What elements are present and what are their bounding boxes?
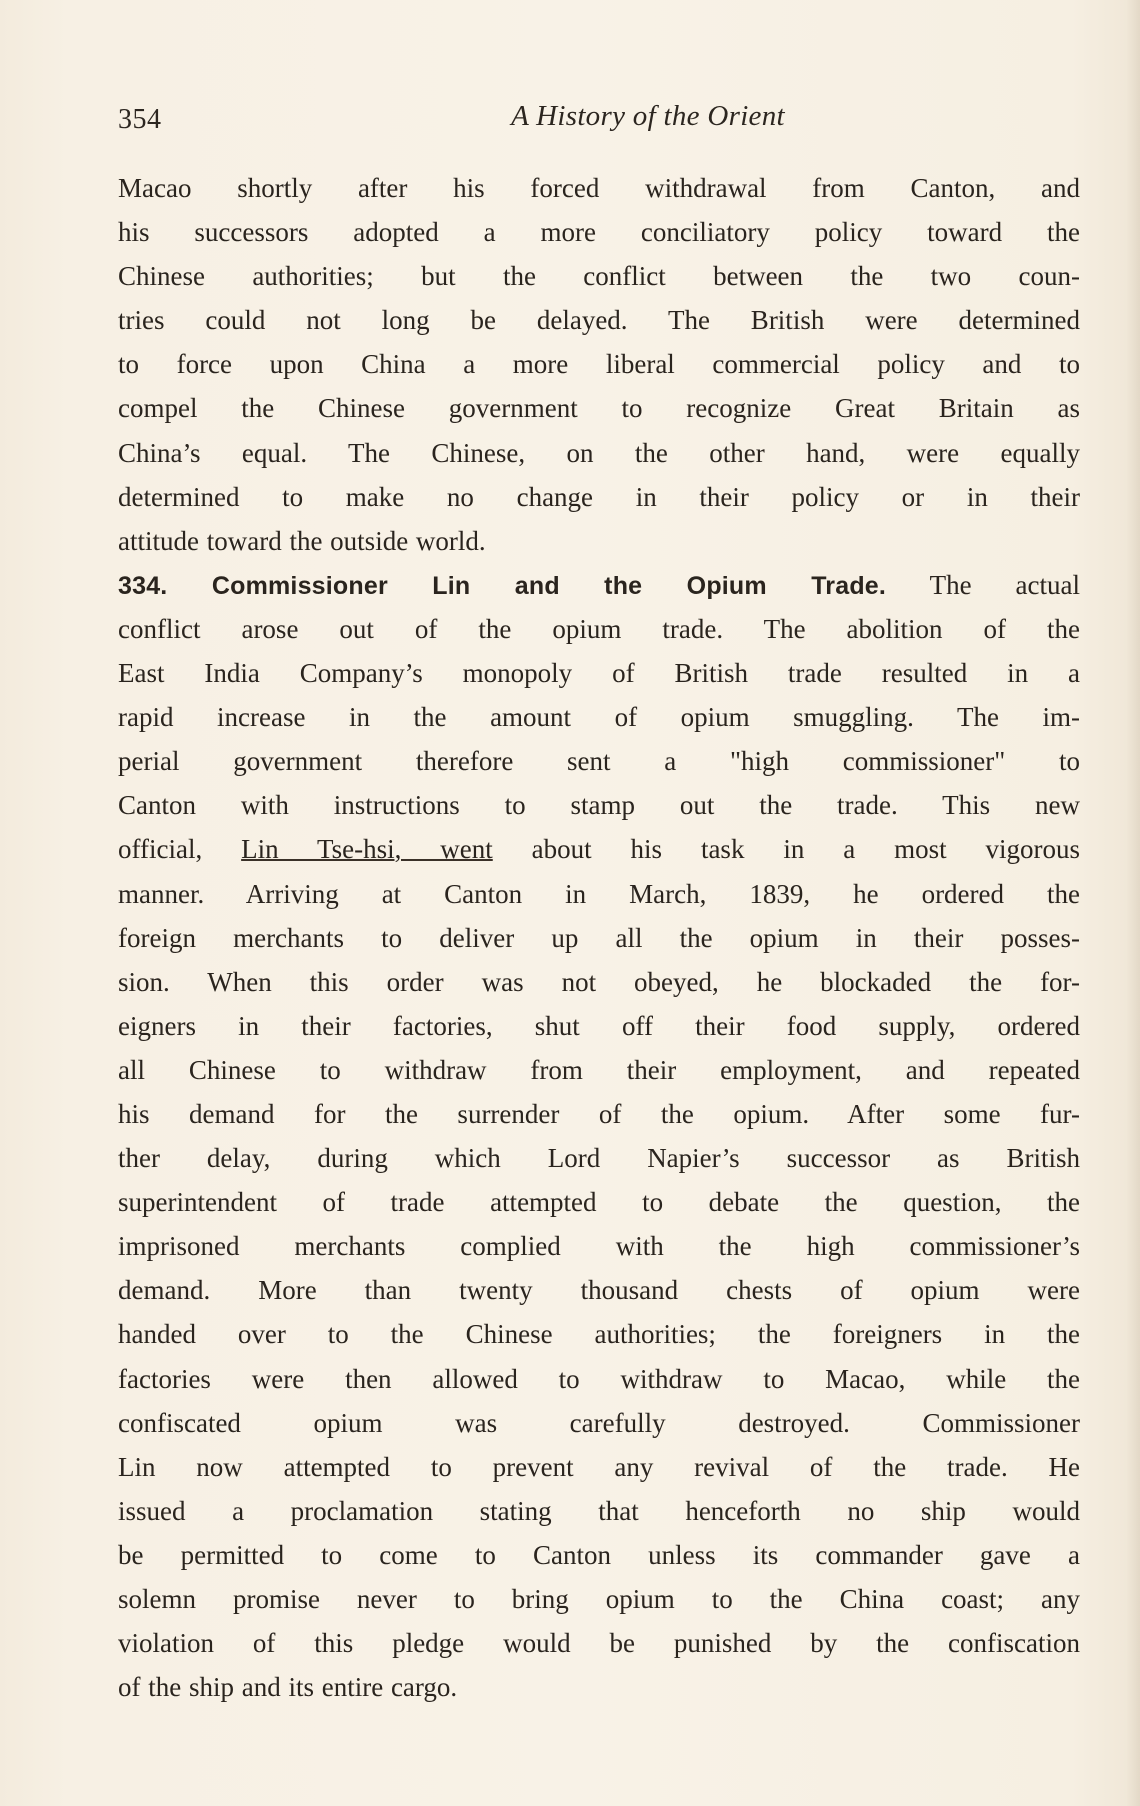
page-header bbox=[118, 100, 1078, 144]
text-line: his demand for the surrender of the opium. After some fur- bbox=[118, 1098, 1080, 1129]
text-line: demand. More than twenty thousand chests of opium were bbox=[118, 1275, 1080, 1306]
text-line: superintendent of trade attempted to debate the question, the bbox=[118, 1187, 1080, 1218]
paragraph-continued bbox=[118, 166, 1080, 563]
text-line: conflict arose out of the opium trade. The abolition of the bbox=[118, 613, 1080, 644]
text-line: confiscated opium was carefully destroyed. Commissioner bbox=[118, 1407, 1080, 1438]
text-line: determined to make no change in their policy or in their bbox=[118, 481, 1080, 512]
section-334 bbox=[118, 563, 1080, 1709]
text-line: imprisoned merchants complied with the high commissioner’s bbox=[118, 1231, 1080, 1262]
official-prefix: official, bbox=[118, 834, 242, 865]
text-line: to force upon China a more liberal commercial policy and to bbox=[118, 349, 1080, 380]
section-heading: 334. Commissioner Lin and the Opium Trade. bbox=[118, 571, 887, 600]
text-line: perial government therefore sent a "high commissioner" to bbox=[118, 746, 1080, 777]
underlined-name: Lin Tse-hsi, went bbox=[241, 834, 493, 865]
running-title: A History of the Orient bbox=[511, 100, 785, 132]
text-line: violation of this pledge would be punished by the confiscation bbox=[118, 1628, 1080, 1659]
text-line: East India Company’s monopoly of British trade resulted in a bbox=[118, 658, 1080, 689]
text-line: Lin now attempted to prevent any revival of the trade. He bbox=[118, 1451, 1080, 1482]
text-line: ther delay, during which Lord Napier’s successor as British bbox=[118, 1143, 1080, 1174]
text-line: issued a proclamation stating that henceforth no ship would bbox=[118, 1495, 1080, 1526]
text-line: China’s equal. The Chinese, on the other hand, were equally bbox=[118, 437, 1080, 468]
text-line: eigners in their factories, shut off their food supply, ordered bbox=[118, 1010, 1080, 1041]
text-line: be permitted to come to Canton unless its commander gave a bbox=[118, 1539, 1080, 1570]
section-first-line bbox=[118, 563, 1080, 607]
text-line: foreign merchants to deliver up all the opium in their posses- bbox=[118, 922, 1080, 953]
text-line: of the ship and its entire cargo. bbox=[118, 1672, 458, 1703]
page-number: 354 bbox=[118, 104, 162, 135]
text-line: compel the Chinese government to recognize Great Britain as bbox=[118, 393, 1080, 424]
section-first-line-rest: The actual bbox=[929, 569, 1080, 600]
text-line: Canton with instructions to stamp out the trade. This new bbox=[118, 790, 1080, 821]
text-line: Chinese authorities; but the conflict between the two coun- bbox=[118, 261, 1080, 292]
body-text bbox=[118, 166, 1080, 1709]
text-line: sion. When this order was not obeyed, he blockaded the for- bbox=[118, 966, 1080, 997]
text-line: attitude toward the outside world. bbox=[118, 525, 486, 556]
text-line: his successors adopted a more conciliatory policy toward the bbox=[118, 217, 1080, 248]
text-line-official bbox=[118, 827, 1080, 871]
official-rest: about his task in a most vigorous bbox=[492, 834, 1080, 865]
text-line: Macao shortly after his forced withdrawal from Canton, and bbox=[118, 173, 1080, 203]
text-line: all Chinese to withdraw from their employment, and repeated bbox=[118, 1054, 1080, 1085]
text-line: rapid increase in the amount of opium smuggling. The im- bbox=[118, 702, 1080, 733]
text-line: tries could not long be delayed. The British were determined bbox=[118, 305, 1080, 336]
text-line: factories were then allowed to withdraw to Macao, while the bbox=[118, 1363, 1080, 1394]
text-line: solemn promise never to bring opium to the China coast; any bbox=[118, 1584, 1080, 1614]
text-line: manner. Arriving at Canton in March, 1839, he ordered the bbox=[118, 878, 1080, 909]
page-edge-shadow bbox=[1126, 0, 1140, 1806]
text-line: handed over to the Chinese authorities; the foreigners in the bbox=[118, 1319, 1080, 1350]
